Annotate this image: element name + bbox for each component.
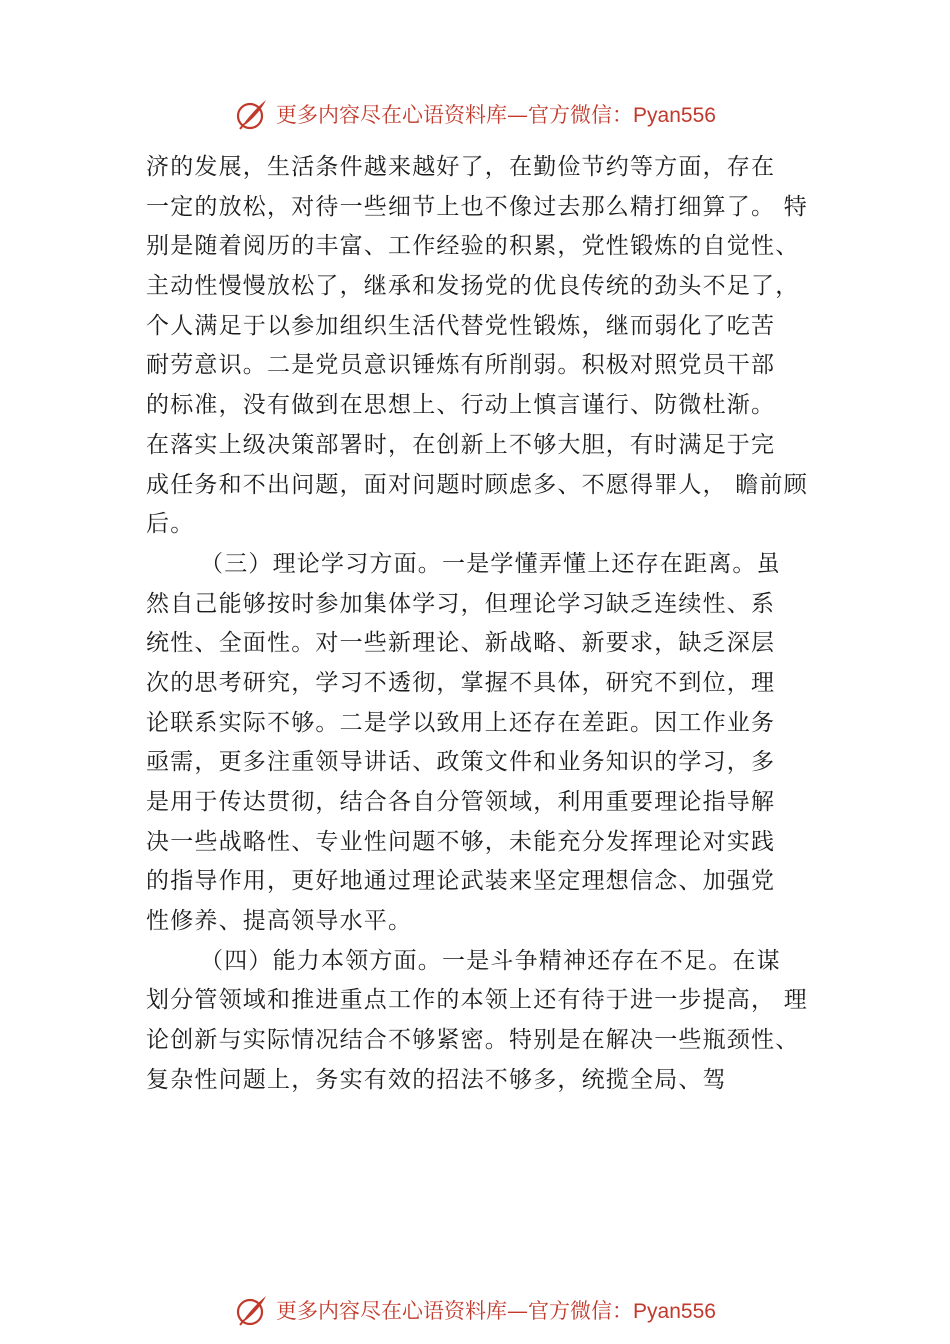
- footer-banner-wechat-id: Pyan556: [633, 1300, 716, 1323]
- body-line: 后。: [146, 511, 195, 538]
- quill-logo-icon: [234, 1292, 270, 1328]
- body-line: 决一些战略性、专业性问题不够，未能充分发挥理论对实践: [146, 828, 776, 855]
- body-line: 耐劳意识。二是党员意识锤炼有所削弱。积极对照党员干部: [146, 352, 776, 379]
- body-line: 论创新与实际情况结合不够紧密。特别是在解决一些瓶颈性、: [146, 1027, 800, 1054]
- footer-banner-text: [276, 1295, 716, 1325]
- header-banner-wechat-id: Pyan556: [633, 104, 716, 127]
- body-line: 复杂性问题上，务实有效的招法不够多，统揽全局、驾: [146, 1066, 727, 1093]
- body-line: 次的思考研究，学习不透彻，掌握不具体，研究不到位，理: [146, 669, 776, 696]
- body-line: 主动性慢慢放松了，继承和发扬党的优良传统的劲头不足了，: [146, 273, 800, 300]
- section-heading-theory-study: （三）理论学习方面。一是学懂弄懂上还存在距离。虽: [200, 550, 781, 577]
- body-line: 济的发展，生活条件越来越好了，在勤俭节约等方面，存在: [146, 154, 776, 180]
- body-line: 论联系实际不够。二是学以致用上还存在差距。因工作业务: [146, 709, 776, 736]
- body-line: 别是随着阅历的丰富、工作经验的积累，党性锻炼的自觉性、: [146, 233, 800, 260]
- quill-logo-icon: [234, 96, 270, 132]
- body-line: 一定的放松，对待一些细节上也不像过去那么精打细算了。 特: [146, 193, 808, 220]
- body-line: 性修养、提高领导水平。: [146, 908, 413, 935]
- body-line: 成任务和不出问题，面对问题时顾虑多、不愿得罪人， 瞻前顾: [146, 471, 808, 498]
- header-banner-text: [276, 99, 716, 129]
- footer-banner: [0, 1290, 950, 1330]
- header-banner-label: 更多内容尽在心语资料库—官方微信：: [276, 103, 634, 127]
- footer-banner-label: 更多内容尽在心语资料库—官方微信：: [276, 1299, 634, 1323]
- body-line: 划分管领域和推进重点工作的本领上还有待于进一步提高， 理: [146, 987, 808, 1014]
- header-banner: [0, 94, 950, 134]
- document-body: [146, 148, 826, 1101]
- body-line: 然自己能够按时参加集体学习，但理论学习缺乏连续性、系: [146, 590, 776, 617]
- body-line: 个人满足于以参加组织生活代替党性锻炼，继而弱化了吃苦: [146, 312, 776, 339]
- body-line: 是用于传达贯彻，结合各自分管领域，利用重要理论指导解: [146, 789, 776, 815]
- body-line: 在落实上级决策部署时，在创新上不够大胆，有时满足于完: [146, 431, 776, 458]
- section-heading-ability: （四）能力本领方面。一是斗争精神还存在不足。在谋: [200, 947, 781, 974]
- body-line: 亟需，更多注重领导讲话、政策文件和业务知识的学习，多: [146, 749, 776, 776]
- body-line: 的指导作用，更好地通过理论武装来坚定理想信念、加强党: [146, 868, 776, 895]
- body-line: 的标准，没有做到在思想上、行动上慎言谨行、防微杜渐。: [146, 392, 776, 419]
- body-line: 统性、全面性。对一些新理论、新战略、新要求，缺乏深层: [146, 630, 776, 657]
